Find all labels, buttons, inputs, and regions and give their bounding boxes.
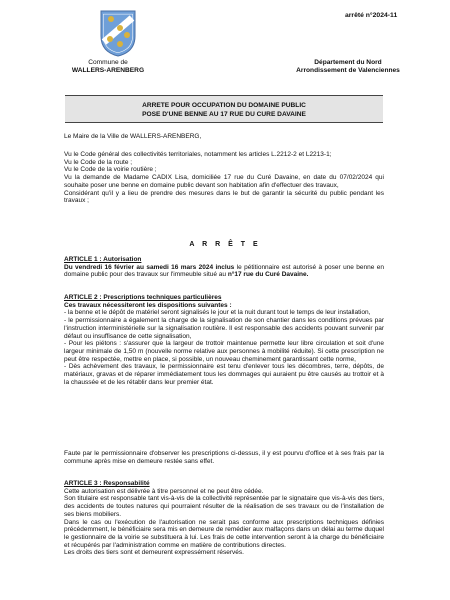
- department-name: Département du Nord: [314, 59, 382, 66]
- article-1: [64, 256, 384, 279]
- title-line-2: POSE D'UNE BENNE AU 17 RUE DU CURE DAVAINE: [142, 111, 306, 118]
- intro-line: Le Maire de la Ville de WALLERS-ARENBERG,: [64, 133, 202, 140]
- article-3-heading: ARTICLE 3 : Responsabilité: [64, 480, 150, 487]
- vu-item: Vu la demande de Madame CADIX Lisa, domiciliée 17 rue du Curé Davaine, en date du 07/02/2024 qui souhaite poser une benne en domaine public devant son habitation afin d'effectuer des travaux,: [64, 174, 384, 189]
- vu-item: Vu le Code général des collectivités territoriales, notamment les articles L.2212-2 et L2213-1;: [64, 151, 332, 158]
- coat-of-arms-icon: [98, 8, 138, 58]
- article-2-subheading: Ces travaux nécessiteront les dispositions suivantes :: [64, 301, 232, 309]
- article-1-address: n°17 rue du Curé Davaine.: [227, 271, 309, 279]
- title-line-1: ARRETE POUR OCCUPATION DU DOMAINE PUBLIC: [142, 102, 306, 109]
- prescription-item: - Dès achèvement des travaux, le permissionnaire est tenu d'enlever tous les décombres, terre, dépôts, de matériaux, gravas et de réparer immédiatement tous les dommages qui auraient pu être causés au trottoir et à la chaussée et de les rétablir dans leur premier état.: [64, 363, 384, 386]
- prescription-item: - Pour les piétons : s'assurer que la largeur de trottoir maintenue permette leur libre circulation et soit d'une largeur minimale de 1,50 m (nouvelle norme relative aux personnes à mobilité réduite). Si cette prescription ne peut être respectée, mettre en place, si possible, un nouveau cheminement garantissant cette norme,: [64, 340, 384, 363]
- article-1-dates: Du vendredi 16 février au samedi 16 mars 2024 inclus: [64, 263, 235, 271]
- article-3: [64, 480, 384, 557]
- article-1-text: [64, 264, 384, 279]
- vu-item: Vu le Code de la voirie routière ;: [64, 166, 157, 174]
- document-title: [65, 95, 383, 123]
- responsibility-paragraph: Les droits des tiers sont et demeurent expressément réservés.: [64, 549, 244, 557]
- article-2-closing: Faute par le permissionnaire d'observer les prescriptions ci-dessus, il y est pourvu d'office et à ses frais par la commune après mise en demeure restée sans effet.: [64, 450, 384, 465]
- article-1-body: le pétitionnaire est autorisé à poser une benne en domaine public pour des travaux sur l'immeuble situé au: [64, 263, 384, 279]
- responsibility-paragraph: Cette autorisation est délivrée à titre personnel et ne peut être cédée.: [64, 487, 264, 495]
- article-1-heading: ARTICLE 1 : Autorisation: [64, 256, 142, 263]
- prescription-item: - la benne et le dépôt de matériel seront signalisés le jour et la nuit durant tout le temps de leur installation,: [64, 309, 371, 317]
- arrete-heading: A R R Ê T E: [189, 241, 261, 248]
- legal-basis: [64, 151, 384, 205]
- prescription-item: - le permissionnaire a également la charge de la signalisation de son chantier dans les conditions prévues par l'instruction interministérielle sur la signalisation routière. Il est responsable des accidents pouvant survenir par défaut ou insuffisance de cette signalisation,: [64, 317, 384, 340]
- arrondissement-name: Arrondissement de Valenciennes: [296, 67, 400, 74]
- commune-label: Commune de: [88, 59, 128, 66]
- responsibility-paragraph: Dans le cas ou l'exécution de l'autorisation ne serait pas conforme aux prescriptions techniques définies précédemment, le bénéficiaire sera mis en demeure de remédier aux malfaçons dans un délai au terme duquel le gestionnaire de la voirie se substituera à lui. Les frais de cette intervention seront à la charge du bénéficiaire et récupérés par l'administration comme en matière de contributions directes.: [64, 518, 384, 549]
- considerant-item: Considérant qu'il y a lieu de prendre des mesures dans le but de garantir la sécurité du public pendant les travaux ;: [64, 189, 384, 205]
- department-block: [283, 59, 413, 75]
- vu-item: Vu le Code de la route ;: [64, 158, 133, 166]
- article-2: [64, 294, 384, 386]
- arrete-number: arrêté n°2024-11: [345, 12, 398, 19]
- responsibility-paragraph: Son titulaire est responsable tant vis-à-vis de la collectivité représentée par le signataire que vis-à-vis des tiers, des accidents de toutes natures qui pourraient résulter de la réalisation de ses travaux ou de l'installation de ses biens mobiliers.: [64, 495, 384, 518]
- commune-name: WALLERS-ARENBERG: [71, 67, 145, 74]
- article-2-heading: ARTICLE 2 : Prescriptions techniques particulières: [64, 294, 222, 301]
- commune-block: [58, 59, 158, 75]
